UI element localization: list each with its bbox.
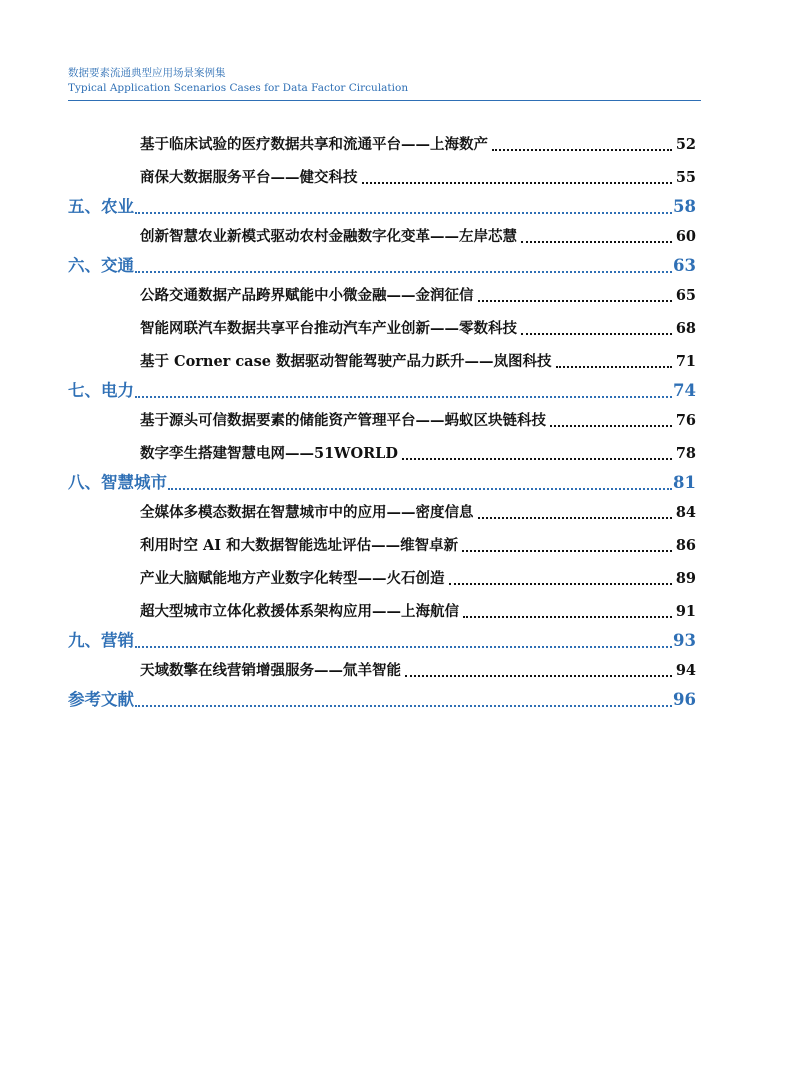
- toc-dot-leader: [478, 517, 672, 519]
- toc-entry[interactable]: [68, 220, 696, 253]
- toc-dot-leader: [135, 212, 672, 214]
- toc-entry[interactable]: [68, 345, 696, 378]
- toc-section[interactable]: [68, 470, 696, 495]
- toc-section[interactable]: [68, 194, 696, 219]
- toc-page-number: 55: [675, 169, 696, 186]
- toc-page-number: 94: [675, 662, 696, 679]
- toc-page-number: 86: [675, 537, 696, 554]
- page-header: [68, 66, 701, 101]
- toc-dot-leader: [405, 675, 672, 677]
- toc-dot-leader: [521, 333, 672, 335]
- toc-dot-leader: [135, 705, 672, 707]
- toc-entry[interactable]: [68, 312, 696, 345]
- toc-dot-leader: [462, 550, 672, 552]
- toc-section[interactable]: [68, 628, 696, 653]
- toc-entry[interactable]: [68, 496, 696, 529]
- header-title-zh: 数据要素流通典型应用场景案例集: [68, 67, 226, 79]
- toc-section[interactable]: [68, 253, 696, 278]
- toc-label: 公路交通数据产品跨界赋能中小微金融——金润征信: [140, 287, 474, 304]
- toc-label: 基于源头可信数据要素的储能资产管理平台——蚂蚁区块链科技: [140, 412, 546, 429]
- toc-dot-leader: [550, 425, 672, 427]
- toc-page-number: 63: [673, 256, 696, 275]
- toc-page-number: 68: [675, 320, 696, 337]
- toc-page-number: 76: [675, 412, 696, 429]
- toc-label: 基于临床试验的医疗数据共享和流通平台——上海数产: [140, 136, 488, 153]
- toc-label: 利用时空 AI 和大数据智能选址评估——维智卓新: [140, 537, 459, 554]
- toc-dot-leader: [168, 488, 672, 490]
- toc-entry[interactable]: [68, 404, 696, 437]
- toc-page-number: 81: [673, 473, 696, 492]
- toc-page-number: 89: [675, 570, 696, 587]
- toc-label: 智能网联汽车数据共享平台推动汽车产业创新——零数科技: [140, 320, 517, 337]
- toc-entry[interactable]: [68, 562, 696, 595]
- toc-label: 五、农业: [68, 197, 134, 216]
- toc-page-number: 84: [675, 504, 696, 521]
- toc-label: 参考文献: [68, 690, 134, 709]
- toc-dot-leader: [492, 149, 672, 151]
- toc-section[interactable]: [68, 378, 696, 403]
- toc-page-number: 96: [673, 690, 696, 709]
- toc-page-number: 91: [675, 603, 696, 620]
- toc-entry[interactable]: [68, 161, 696, 194]
- table-of-contents: [68, 128, 696, 712]
- toc-page-number: 65: [675, 287, 696, 304]
- toc-dot-leader: [135, 396, 672, 398]
- toc-dot-leader: [135, 646, 672, 648]
- toc-entry[interactable]: [68, 654, 696, 687]
- toc-entry[interactable]: [68, 595, 696, 628]
- toc-label: 九、营销: [68, 631, 134, 650]
- toc-dot-leader: [556, 366, 672, 368]
- toc-dot-leader: [449, 583, 672, 585]
- toc-page-number: 52: [675, 136, 696, 153]
- toc-page-number: 58: [673, 197, 696, 216]
- toc-label: 六、交通: [68, 256, 134, 275]
- toc-page-number: 93: [673, 631, 696, 650]
- toc-section[interactable]: [68, 687, 696, 712]
- toc-dot-leader: [135, 271, 672, 273]
- toc-label: 超大型城市立体化救援体系架构应用——上海航信: [140, 603, 459, 620]
- toc-page-number: 74: [673, 381, 696, 400]
- toc-entry[interactable]: [68, 437, 696, 470]
- toc-dot-leader: [463, 616, 672, 618]
- toc-entry[interactable]: [68, 128, 696, 161]
- toc-label: 数字孪生搭建智慧电网——51WORLD: [140, 445, 398, 462]
- toc-page-number: 78: [675, 445, 696, 462]
- toc-entry[interactable]: [68, 529, 696, 562]
- toc-label: 天域数擎在线营销增强服务——氚羊智能: [140, 662, 401, 679]
- toc-dot-leader: [478, 300, 672, 302]
- toc-page-number: 71: [675, 353, 696, 370]
- toc-label: 商保大数据服务平台——健交科技: [140, 169, 358, 186]
- toc-label: 创新智慧农业新模式驱动农村金融数字化变革——左岸芯慧: [140, 228, 517, 245]
- toc-label: 产业大脑赋能地方产业数字化转型——火石创造: [140, 570, 445, 587]
- toc-label: 七、电力: [68, 381, 134, 400]
- header-title-en: Typical Application Scenarios Cases for Data Factor Circulation: [68, 82, 409, 94]
- toc-label: 全媒体多模态数据在智慧城市中的应用——密度信息: [140, 504, 474, 521]
- toc-label: 八、智慧城市: [68, 473, 167, 492]
- toc-label: 基于 Corner case 数据驱动智能驾驶产品力跃升——岚图科技: [140, 353, 552, 370]
- toc-page-number: 60: [675, 228, 696, 245]
- toc-entry[interactable]: [68, 279, 696, 312]
- toc-dot-leader: [362, 182, 672, 184]
- toc-dot-leader: [521, 241, 672, 243]
- toc-dot-leader: [402, 458, 672, 460]
